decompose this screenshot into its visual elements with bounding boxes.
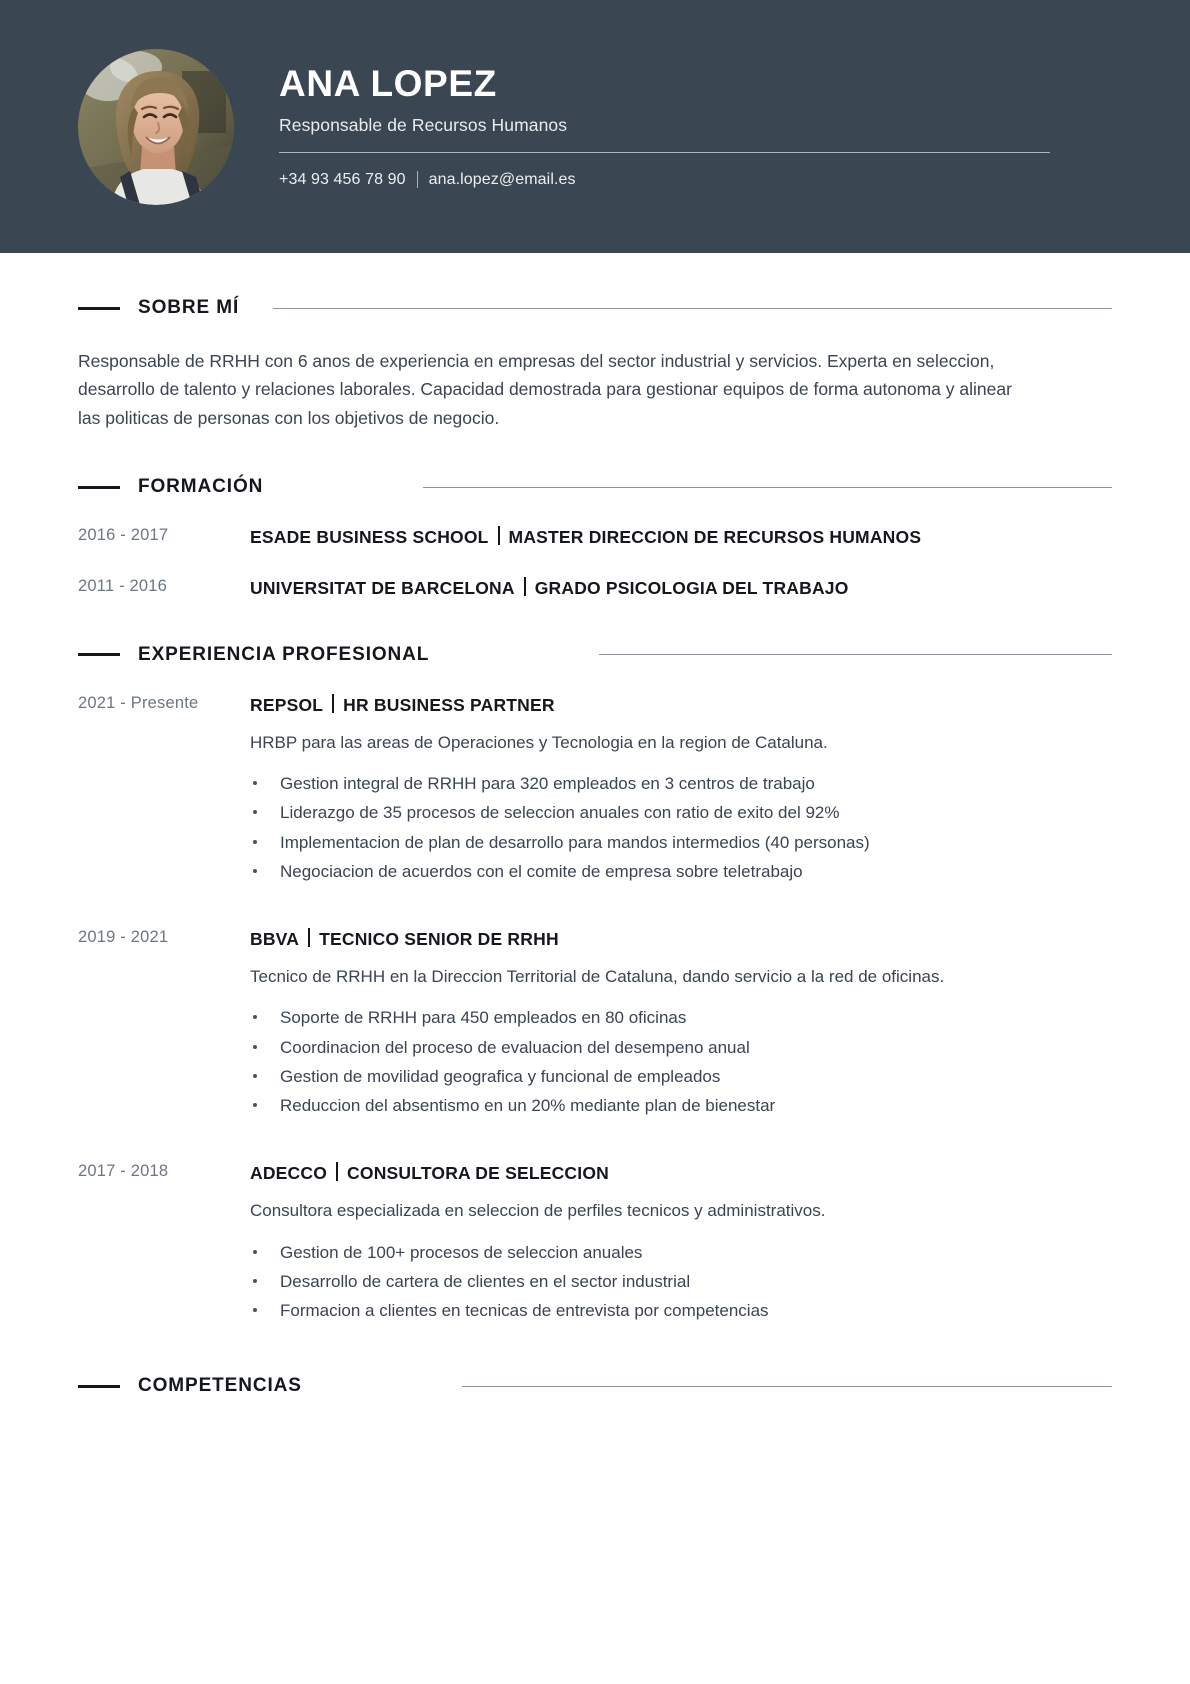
section-header-about — [78, 297, 1112, 319]
section-title-experience: EXPERIENCIA PROFESIONAL — [138, 643, 430, 665]
candidate-role: Responsable de Recursos Humanos — [279, 114, 568, 135]
section-header-education — [78, 476, 1112, 498]
experience-bullets — [250, 1003, 1112, 1120]
title-separator-icon — [524, 577, 526, 596]
experience-entry — [78, 692, 1112, 886]
experience-description: HRBP para las areas de Operaciones y Tecnologia en la region de Cataluna. — [250, 732, 828, 752]
list-item: Negociacion de acuerdos con el comite de empresa sobre teletrabajo — [250, 857, 1112, 886]
section-header-experience — [78, 644, 1112, 666]
section-title-about: SOBRE MÍ — [138, 297, 240, 318]
list-item: Gestion integral de RRHH para 320 empleados en 3 centros de trabajo — [250, 769, 1112, 798]
list-item: Formacion a clientes en tecnicas de entrevista por competencias — [250, 1296, 1112, 1325]
header-divider — [279, 152, 1050, 153]
list-item: Reduccion del absentismo en un 20% mediante plan de bienestar — [250, 1091, 1112, 1120]
education-dates: 2016 - 2017 — [78, 526, 169, 545]
title-separator-icon — [308, 928, 310, 947]
section-rule — [273, 308, 1112, 309]
experience-position: HR BUSINESS PARTNER — [343, 694, 555, 715]
section-title-skills: COMPETENCIAS — [138, 1375, 302, 1397]
education-institution: ESADE BUSINESS SCHOOL — [250, 527, 489, 548]
education-title — [250, 524, 1112, 549]
experience-title — [250, 692, 1112, 717]
list-item: Gestion de movilidad geografica y funcional de empleados — [250, 1062, 1112, 1091]
title-separator-icon — [332, 694, 334, 713]
experience-description: Consultora especializada en seleccion de perfiles tecnicos y administrativos. — [250, 1201, 826, 1221]
experience-entry — [78, 926, 1112, 1120]
experience-position: TECNICO SENIOR DE RRHH — [319, 929, 559, 950]
about-text: Responsable de RRHH con 6 anos de experiencia en empresas del sector industrial y servicios. Experta en seleccion, desarrollo de talento y relaciones laborales. Capacidad demostrada para gestionar equipos de forma autonoma y alinear las politicas de personas con los objetivos de negocio. — [78, 351, 1012, 428]
list-item: Soporte de RRHH para 450 empleados en 80 oficinas — [250, 1003, 1112, 1032]
experience-dates: 2019 - 2021 — [78, 928, 169, 947]
experience-title — [250, 1160, 1112, 1185]
experience-dates: 2021 - Presente — [78, 693, 199, 712]
list-item: Coordinacion del proceso de evaluacion del desempeno anual — [250, 1033, 1112, 1062]
education-program: MASTER DIRECCION DE RECURSOS HUMANOS — [508, 527, 922, 548]
experience-description: Tecnico de RRHH en la Direccion Territorial de Cataluna, dando servicio a la red de oficinas. — [250, 966, 945, 986]
education-title — [250, 575, 1112, 600]
portrait-photo-icon — [78, 49, 234, 205]
list-item: Liderazgo de 35 procesos de seleccion anuales con ratio de exito del 92% — [250, 798, 1112, 827]
section-header-skills — [78, 1375, 1112, 1397]
email-address[interactable]: ana.lopez@email.es — [428, 170, 576, 188]
experience-bullets — [250, 1238, 1112, 1326]
section-dash-icon — [78, 1385, 120, 1388]
candidate-name: ANA LOPEZ — [279, 63, 497, 105]
section-dash-icon — [78, 653, 120, 656]
phone-number[interactable]: +34 93 456 78 90 — [279, 170, 406, 188]
contact-separator — [417, 171, 418, 188]
experience-company: BBVA — [250, 929, 300, 950]
experience-company: REPSOL — [250, 694, 324, 715]
contact-line — [279, 171, 1050, 189]
cv-body — [0, 297, 1190, 1397]
experience-title — [250, 926, 1112, 951]
experience-bullets — [250, 769, 1112, 886]
cv-header — [0, 0, 1190, 253]
section-title-education: FORMACIÓN — [138, 476, 264, 498]
list-item: Implementacion de plan de desarrollo para mandos intermedios (40 personas) — [250, 828, 1112, 857]
experience-dates: 2017 - 2018 — [78, 1162, 169, 1181]
experience-entry — [78, 1160, 1112, 1325]
avatar — [78, 49, 234, 205]
experience-position: CONSULTORA DE SELECCION — [347, 1163, 609, 1184]
header-text-block — [279, 64, 1190, 189]
education-entry — [78, 575, 1112, 600]
list-item: Desarrollo de cartera de clientes en el sector industrial — [250, 1267, 1112, 1296]
education-program: GRADO PSICOLOGIA DEL TRABAJO — [534, 577, 849, 598]
title-separator-icon — [336, 1162, 338, 1181]
section-rule — [599, 654, 1112, 655]
title-separator-icon — [498, 526, 500, 545]
section-dash-icon — [78, 486, 120, 489]
education-institution: UNIVERSITAT DE BARCELONA — [250, 577, 515, 598]
section-rule — [462, 1386, 1112, 1387]
list-item: Gestion de 100+ procesos de seleccion anuales — [250, 1238, 1112, 1267]
section-rule — [423, 487, 1112, 488]
education-entry — [78, 524, 1112, 549]
education-dates: 2011 - 2016 — [78, 576, 168, 595]
experience-company: ADECCO — [250, 1163, 328, 1184]
section-dash-icon — [78, 307, 120, 310]
